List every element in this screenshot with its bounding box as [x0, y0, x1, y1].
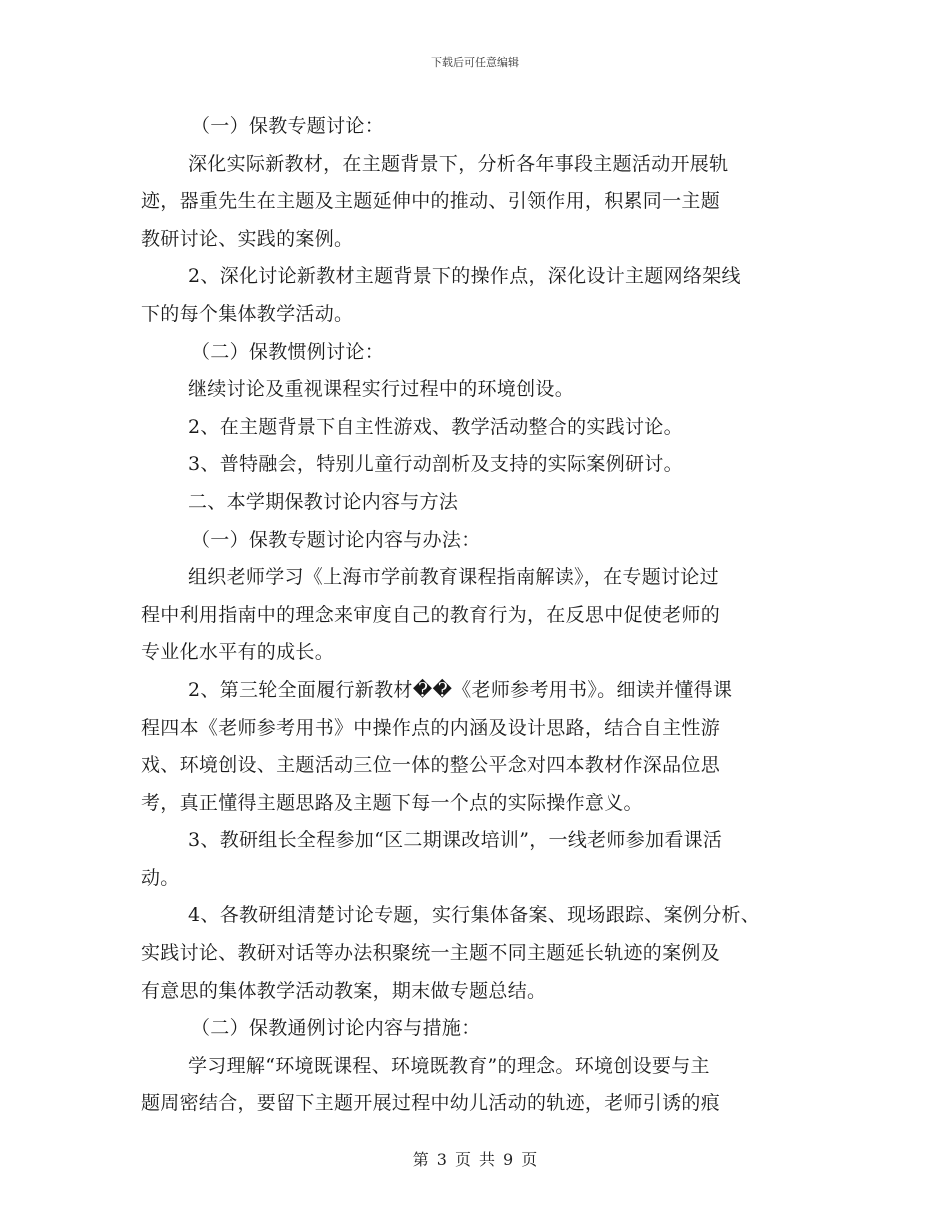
footer-current-page: 3	[436, 1150, 447, 1169]
footer-label-ye: 页	[454, 1150, 471, 1169]
text-line: 3、教研组长全程参加“区二期课改培训”，一线老师参加看课活	[188, 829, 723, 852]
text-line: 2、深化讨论新教材主题背景下的操作点，深化设计主题网络架线	[188, 265, 741, 288]
footer-total-pages: 9	[503, 1150, 514, 1169]
page-footer	[0, 1147, 950, 1170]
text-line: 戏、环境创设、主题活动三位一体的整公平念对四本教材作深品位思	[141, 754, 721, 777]
text-line: （二）保教通例讨论内容与措施：	[191, 1017, 481, 1040]
text-line: 继续讨论及重视课程实行过程中的环境创设。	[188, 378, 575, 401]
text-line: 专业化水平有的成长。	[141, 641, 335, 664]
document-body	[141, 108, 821, 1123]
text-line: 题周密结合，要留下主题开展过程中幼儿活动的轨迹，老师引诱的痕	[141, 1092, 721, 1115]
text-line: （一）保教专题讨论：	[191, 115, 385, 137]
text-line: 3、普特融会，特别儿童行动剖析及支持的实际案例研讨。	[188, 453, 683, 476]
text-line: 教研讨论、实践的案例。	[141, 227, 354, 250]
text-line: 2、第三轮全面履行新教材��《老师参考用书》。细读并懂得课	[188, 678, 733, 701]
text-line: 二、本学期保教讨论内容与方法	[188, 490, 459, 513]
text-line: （二）保教惯例讨论：	[191, 340, 385, 363]
text-line: 迹，器重先生在主题及主题延伸中的推动、引领作用，积累同一主题	[141, 190, 721, 213]
text-line: 2、在主题背景下自主性游戏、教学活动整合的实践讨论。	[188, 415, 683, 438]
text-line: 下的每个集体教学活动。	[141, 302, 354, 325]
footer-label-di: 第	[412, 1150, 429, 1169]
text-line: 4、各教研组清楚讨论专题，实行集体备案、现场跟踪、案例分析、	[188, 904, 761, 927]
text-line: 组织老师学习《上海市学前教育课程指南解读》，在专题讨论过	[188, 566, 719, 589]
text-line: （一）保教专题讨论内容与办法：	[191, 528, 481, 551]
footer-label-gong: 共	[479, 1150, 496, 1169]
text-line: 学习理解“环境既课程、环境既教育”的理念。环境创设要与主	[188, 1054, 710, 1077]
text-line: 考，真正懂得主题思路及主题下每一个点的实际操作意义。	[141, 791, 643, 814]
page-header: 下载后可任意编辑	[431, 56, 519, 69]
text-line: 程中利用指南中的理念来审度自己的教育行为，在反思中促使老师的	[141, 603, 721, 626]
footer-label-ye-end: 页	[521, 1150, 538, 1169]
text-line: 有意思的集体教学活动教案，期末做专题总结。	[141, 979, 547, 1002]
text-line: 实践讨论、教研对话等办法积聚统一主题不同主题延长轨迹的案例及	[141, 942, 721, 965]
text-line: 深化实际新教材，在主题背景下，分析各年事段主题活动开展轨	[188, 152, 729, 175]
text-line: 动。	[141, 866, 180, 889]
text-line: 程四本《老师参考用书》中操作点的内涵及设计思路，结合自主性游	[141, 716, 721, 739]
